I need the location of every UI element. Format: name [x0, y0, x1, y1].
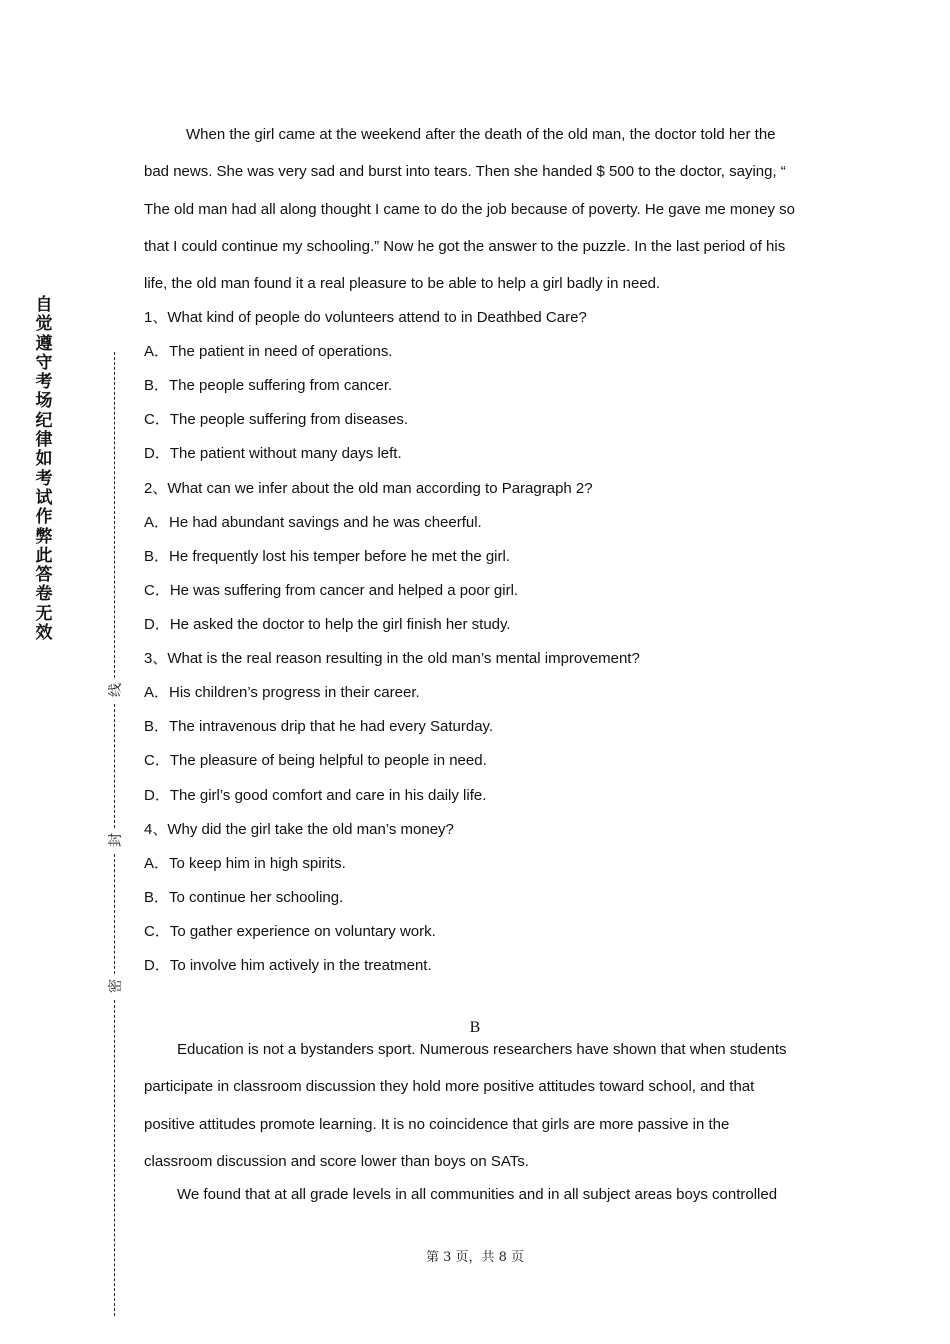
question-4-option-b: B．To continue her schooling. [144, 889, 344, 906]
binding-line-segment [114, 1000, 115, 1316]
seal-mark-seal: 封 [105, 831, 125, 849]
question-4-option-d: D．To involve him actively in the treatment. [144, 957, 432, 974]
question-2-option-a: A．He had abundant savings and he was cheerful. [144, 514, 482, 531]
question-2-option-c: C．He was suffering from cancer and helped a poor girl. [144, 582, 519, 599]
passage-b-line: Education is not a bystanders sport. Numerous researchers have shown that when students [177, 1041, 787, 1058]
question-2-stem: 2、What can we infer about the old man according to Paragraph 2? [144, 480, 593, 497]
question-1-option-a: A．The patient in need of operations. [144, 343, 393, 360]
question-4-stem: 4、Why did the girl take the old man’s money? [144, 821, 454, 838]
binding-line-segment [114, 352, 115, 678]
page-footer: 第 3 页，共 8 页 [425, 1250, 525, 1265]
seal-mark-line: 线 [105, 681, 125, 699]
section-b-heading: B [469, 1019, 481, 1036]
question-3-stem: 3、What is the real reason resulting in the old man’s mental improvement? [144, 650, 640, 667]
binding-line-segment [114, 854, 115, 974]
passage-a-line: that I could continue my schooling.” Now he got the answer to the puzzle. In the last period of his [144, 238, 786, 255]
question-4-option-a: A．To keep him in high spirits. [144, 855, 346, 872]
passage-a-line: life, the old man found it a real pleasure to be able to help a girl badly in need. [144, 275, 661, 292]
exam-discipline-warning: 自觉遵守考场纪律如考试作弊此答卷无效 [35, 295, 53, 644]
passage-b-line: participate in classroom discussion they hold more positive attitudes toward school, and that [144, 1078, 755, 1095]
passage-a-line: The old man had all along thought I came to do the job because of poverty. He gave me money so [144, 201, 795, 218]
question-1-stem: 1、What kind of people do volunteers attend to in Deathbed Care? [144, 309, 587, 326]
question-3-option-d: D．The girl’s good comfort and care in his daily life. [144, 787, 487, 804]
question-1-option-b: B．The people suffering from cancer. [144, 377, 393, 394]
question-3-option-b: B．The intravenous drip that he had every Saturday. [144, 718, 494, 735]
question-4-option-c: C．To gather experience on voluntary work. [144, 923, 436, 940]
question-3-option-c: C．The pleasure of being helpful to people in need. [144, 752, 487, 769]
question-2-option-b: B．He frequently lost his temper before he met the girl. [144, 548, 511, 565]
passage-b-line: positive attitudes promote learning. It is no coincidence that girls are more passive in the [144, 1116, 730, 1133]
passage-a-line: bad news. She was very sad and burst into tears. Then she handed $ 500 to the doctor, saying, “ [144, 163, 786, 180]
question-1-option-c: C．The people suffering from diseases. [144, 411, 409, 428]
binding-line-segment [114, 704, 115, 828]
question-2-option-d: D．He asked the doctor to help the girl finish her study. [144, 616, 511, 633]
seal-mark-secret: 密 [105, 977, 125, 995]
passage-b-line: classroom discussion and score lower than boys on SATs. [144, 1153, 529, 1170]
passage-b-line: We found that at all grade levels in all communities and in all subject areas boys controlled [177, 1186, 778, 1203]
question-3-option-a: A．His children’s progress in their career. [144, 684, 420, 701]
passage-a-line: When the girl came at the weekend after the death of the old man, the doctor told her the [186, 126, 776, 143]
question-1-option-d: D．The patient without many days left. [144, 445, 402, 462]
